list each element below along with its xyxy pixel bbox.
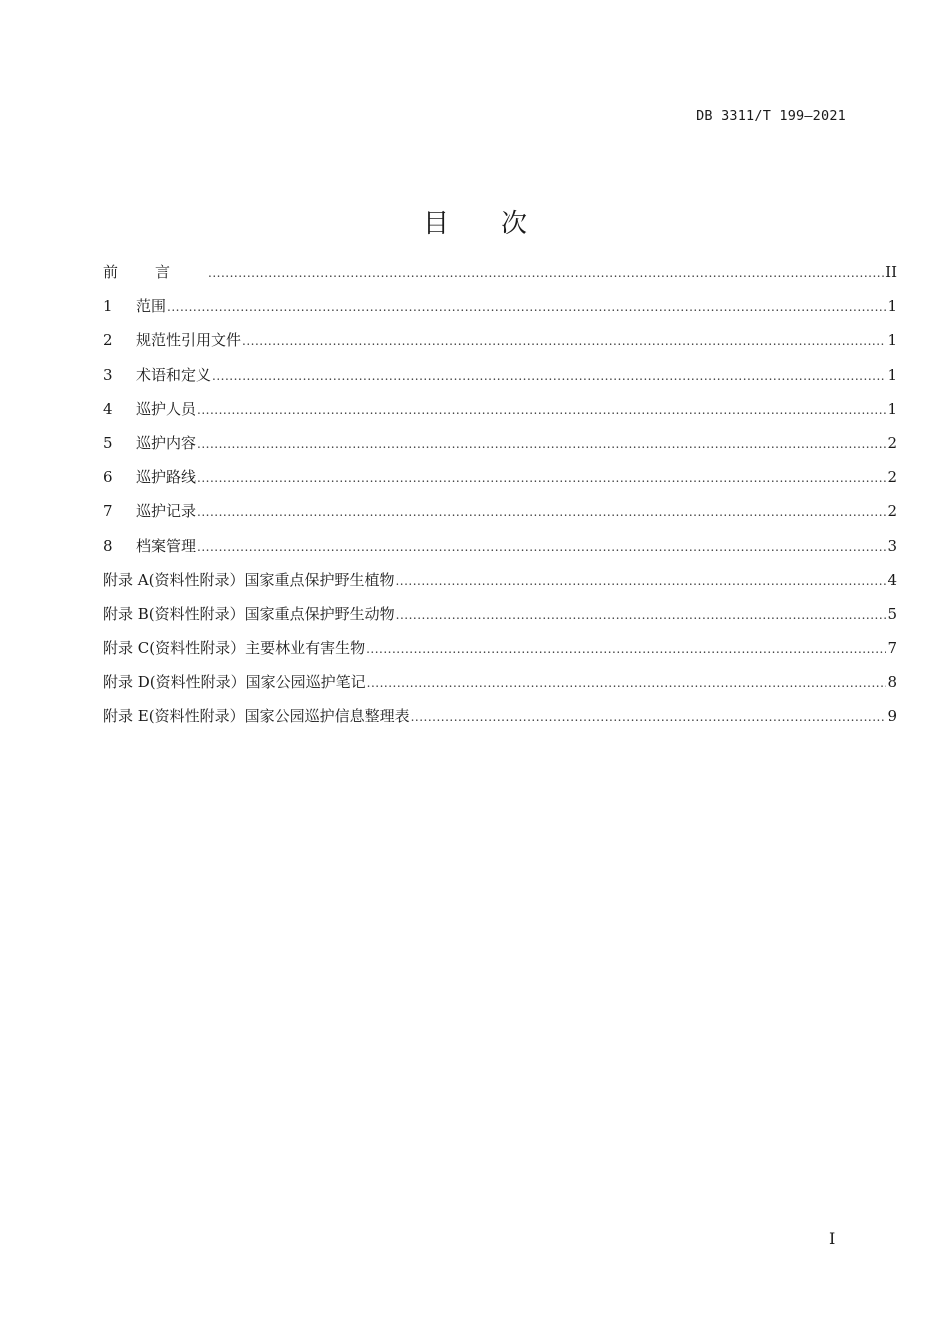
toc-leader-dots	[208, 263, 884, 283]
document-code: DB 3311/T 199—2021	[696, 108, 846, 124]
page-number: I	[829, 1229, 836, 1248]
toc-entry-number: 2	[103, 331, 113, 350]
toc-entry-page: 4	[887, 570, 897, 589]
toc-entry-label: 术语和定义	[136, 365, 212, 384]
toc-entry-label: 巡护人员	[136, 399, 197, 418]
toc-entry-1[interactable]	[103, 296, 897, 330]
toc-entry-page: 1	[887, 331, 897, 350]
toc-entry-label: 巡护内容	[136, 433, 197, 452]
toc-entry-3[interactable]	[103, 365, 897, 399]
toc-title-left: 目	[422, 209, 449, 239]
toc-entry-5[interactable]	[103, 433, 897, 467]
toc-entry-page: 9	[887, 707, 897, 726]
toc-leader-dots	[167, 297, 886, 317]
toc-entry-label: 范围	[136, 297, 167, 316]
toc-leader-dots	[242, 331, 886, 351]
toc-entry-number: 7	[103, 502, 113, 521]
toc-leader-dots	[366, 639, 886, 659]
toc-entry-page: 2	[887, 502, 897, 521]
toc-entry-label: 巡护路线	[136, 468, 197, 487]
toc-entry-label: 规范性引用文件	[136, 331, 242, 350]
toc-entry-number: 1	[103, 297, 113, 316]
toc-entry-page: II	[885, 263, 897, 281]
toc-leader-dots	[396, 605, 887, 625]
toc-entry-page: 8	[887, 673, 897, 692]
toc-entry-label: 附录 C(资料性附录）主要林业有害生物	[103, 639, 366, 658]
toc-entry-page: 2	[887, 468, 897, 487]
toc-entry-label: 附录 A(资料性附录）国家重点保护野生植物	[103, 570, 395, 589]
toc-entry-number: 8	[103, 536, 113, 555]
toc-leader-dots	[197, 468, 886, 488]
toc-entry-number: 6	[103, 468, 113, 487]
toc-entry-7[interactable]	[103, 501, 897, 535]
toc-entry-label: 档案管理	[136, 536, 197, 555]
toc-entry-appendix-e[interactable]	[103, 706, 897, 740]
toc-entry-page: 1	[887, 297, 897, 316]
table-of-contents	[103, 262, 897, 741]
toc-entry-page: 1	[887, 399, 897, 418]
toc-entry-6[interactable]	[103, 467, 897, 501]
toc-entry-appendix-b[interactable]	[103, 604, 897, 638]
toc-title	[0, 203, 950, 240]
toc-leader-dots	[197, 502, 886, 522]
toc-leader-dots	[197, 434, 886, 454]
toc-entry-page: 2	[887, 433, 897, 452]
toc-entry-label: 附录 E(资料性附录）国家公园巡护信息整理表	[103, 707, 410, 726]
toc-entry-2[interactable]	[103, 330, 897, 364]
toc-entry-4[interactable]	[103, 399, 897, 433]
toc-leader-dots	[367, 673, 887, 693]
toc-title-right: 次	[501, 209, 528, 239]
toc-leader-dots	[212, 366, 886, 386]
toc-entry-page: 1	[887, 365, 897, 384]
toc-entry-label: 附录 B(资料性附录）国家重点保护野生动物	[103, 604, 395, 623]
toc-leader-dots	[395, 571, 886, 591]
toc-entry-label: 前言	[103, 263, 208, 281]
toc-entry-8[interactable]	[103, 536, 897, 570]
toc-leader-dots	[197, 400, 886, 420]
toc-entry-appendix-c[interactable]	[103, 638, 897, 672]
toc-entry-page: 7	[887, 639, 897, 658]
toc-entry-page: 3	[887, 536, 897, 555]
toc-entry-label: 附录 D(资料性附录）国家公园巡护笔记	[103, 673, 366, 692]
toc-entry-number: 4	[103, 399, 113, 418]
toc-entry-page: 5	[887, 604, 897, 623]
toc-leader-dots	[197, 537, 886, 557]
toc-entry-appendix-a[interactable]	[103, 570, 897, 604]
toc-entry-label: 巡护记录	[136, 502, 197, 521]
toc-entry-number: 3	[103, 365, 113, 384]
toc-entry-preface[interactable]	[103, 262, 897, 296]
toc-leader-dots	[411, 707, 887, 727]
toc-entry-number: 5	[103, 433, 113, 452]
toc-entry-appendix-d[interactable]	[103, 672, 897, 706]
